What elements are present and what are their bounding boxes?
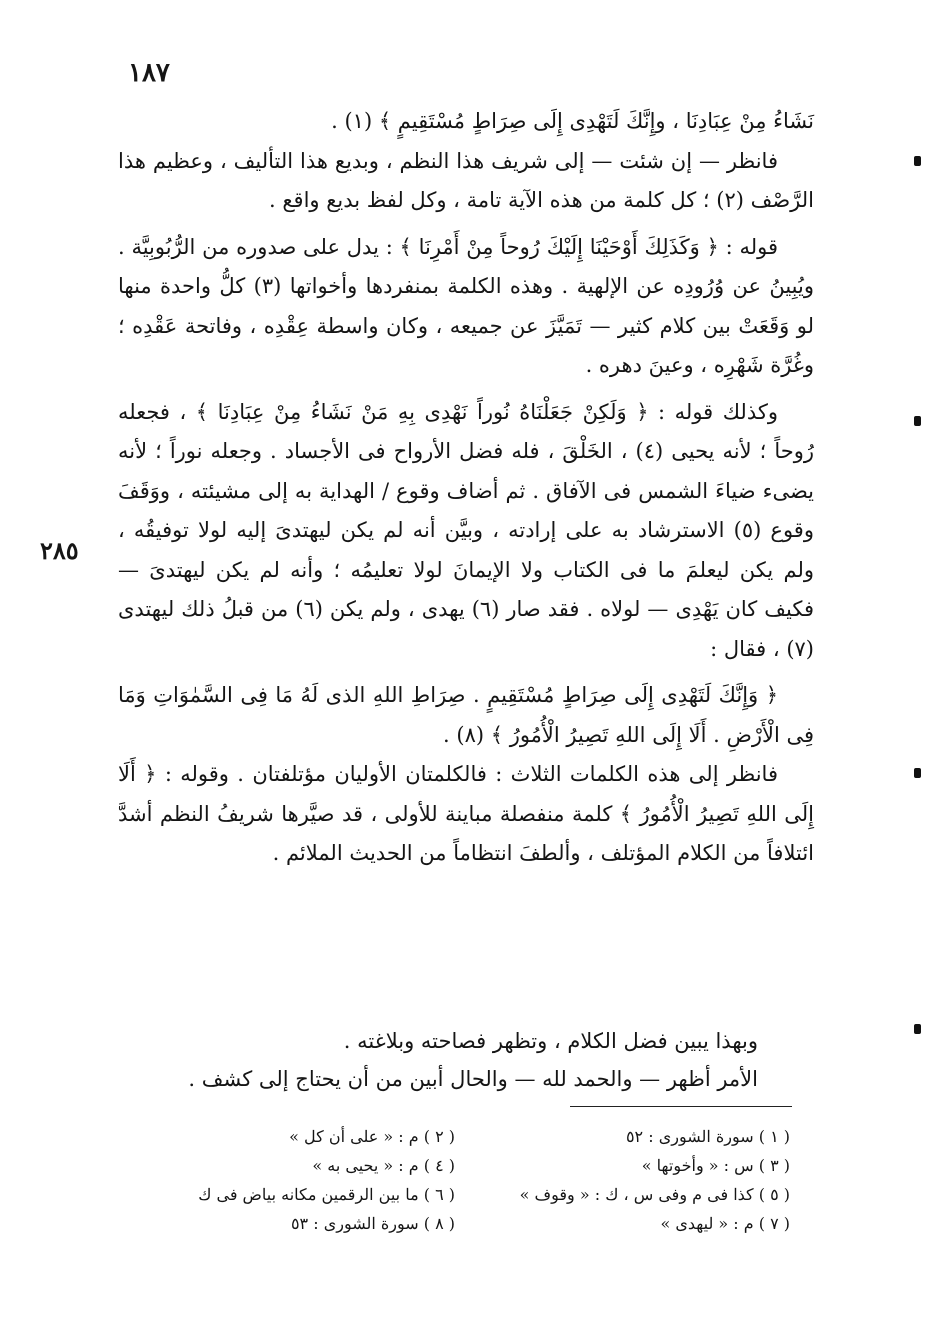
binding-hole-mark: [914, 416, 921, 426]
footnote-7: ( ٧ ) م : « ليهدى »: [660, 1214, 790, 1233]
footnote-4: ( ٤ ) م : « يحيى به »: [312, 1156, 455, 1175]
footnote-2: ( ٢ ) م : « على أن كل »: [289, 1127, 455, 1146]
paragraph-revelation: قوله : ﴿ وَكَذَلِكَ أَوْحَيْنَا إِلَيْكَ رُوحاً مِنْ أَمْرِنَا ﴾ : يدل على صدوره من الرُّبُوبِيَّة . ويُبِينُ عن وُرُودِه عن الإلهية . وهذه الكلمة بمنفردها وأخواتها (٣) كلُّ واحدة منها لو وَقَعَتْ بين كلام كثير — تَمَيَّزَ عن جميعه ، وكان واسطة عِقْدِه ، وفاتحة عَقْدِه ؛ وغُرَّة شَهْرِه ، وعينَ دهره .: [118, 234, 814, 377]
page-number: ١٨٧: [128, 58, 170, 88]
footnote-8: ( ٨ ) سورة الشورى : ٥٣: [290, 1214, 455, 1233]
footnote-divider: [570, 1106, 792, 1107]
binding-hole-mark: [914, 768, 921, 778]
paragraph-light-guidance: وكذلك قوله : ﴿ وَلَكِنْ جَعَلْنَاهُ نُوراً نَهْدِى بِهِ مَنْ نَشَاءُ مِنْ عِبَادِنَا ﴾ ، فجعله رُوحاً ؛ لأنه يحيى (٤) ، الخَلْقَ ، فله فضل الأرواح فى الأجساد . وجعله نوراً ؛ لأنه يضىء ضياءَ الشمس فى الآفاق . ثم أضاف وقوع / الهداية به إلى مشيئته ، ووَقَفَ وقوع (٥) الاسترشاد به على إرادته ، وبيَّن أنه لم يكن ليهتدىَ إليه لولا توفيقُه ، ولم يكن ليعلمَ ما فى الكتاب ولا الإيمانَ لولا تعليمُه ؛ وأنه لم يكن ليهتدىَ — فكيف كان يَهْدِى — لولاه . فقد صار (٦) يهدى ، ولم يكن (٦) من قبلُ ذلك ليهتدى (٧) ، فقال :: [118, 399, 814, 661]
paragraph-verse-continuation: نَشَاءُ مِنْ عِبَادِنَا ، وإِنَّكَ لَتَهْدِى إِلَى صِرَاطٍ مُسْتَقِيمٍ ﴾ (١) .: [331, 109, 814, 133]
closing-text: [118, 1022, 758, 1098]
footnotes: [160, 1122, 790, 1238]
footnote-6: ( ٦ ) ما بين الرقمين مكانه بياض فى ك: [198, 1185, 455, 1204]
footnote-1: ( ١ ) سورة الشورى : ٥٢: [625, 1127, 790, 1146]
paragraph-quoted-verse: ﴿ وَإِنَّكَ لَتَهْدِى إِلَى صِرَاطٍ مُسْتَقِيمٍ . صِرَاطِ اللهِ الذى لَهُ مَا فِى السَّمٰوَاتِ وَمَا فِى الْأَرْضِ . أَلَا إِلَى اللهِ تَصِيرُ الْأُمُورُ ﴾ (٨) .: [118, 683, 814, 747]
closing-line-1: وبهذا يبين فضل الكلام ، وتظهر فصاحته وبلاغته .: [343, 1029, 758, 1053]
closing-line-2: الأمر أظهر — والحمد لله — والحال أبين من أن يحتاج إلى كشف .: [188, 1067, 758, 1091]
main-text: [118, 102, 814, 874]
paragraph-three-words: فانظر إلى هذه الكلمات الثلاث : فالكلمتان الأوليان مؤتلفتان . وقوله : ﴿ أَلَا إِلَى اللهِ تَصِيرُ الْأُمُورُ ﴾ كلمة منفصلة مباينة للأولى ، قد صيَّرها شريفُ النظم أشدَّ ائتلافاً من الكلام المؤتلف ، وألطفَ انتظاماً من الحديث الملائم .: [118, 762, 814, 865]
footnote-5: ( ٥ ) كذا فى م وفى س ، ك : « وقوف »: [519, 1185, 790, 1204]
binding-hole-mark: [914, 1024, 921, 1034]
footnote-3: ( ٣ ) س : « وأخوتها »: [641, 1156, 790, 1175]
paragraph-look-at-composition: فانظر — إن شئت — إلى شريف هذا النظم ، وبديع هذا التأليف ، وعظيم هذا الرَّصْف (٢) ؛ كل كلمة من هذه الآية تامة ، وكل لفظ بديع واقع .: [118, 148, 814, 212]
margin-page-reference: ٢٨٥: [40, 536, 79, 565]
binding-hole-mark: [914, 156, 921, 166]
